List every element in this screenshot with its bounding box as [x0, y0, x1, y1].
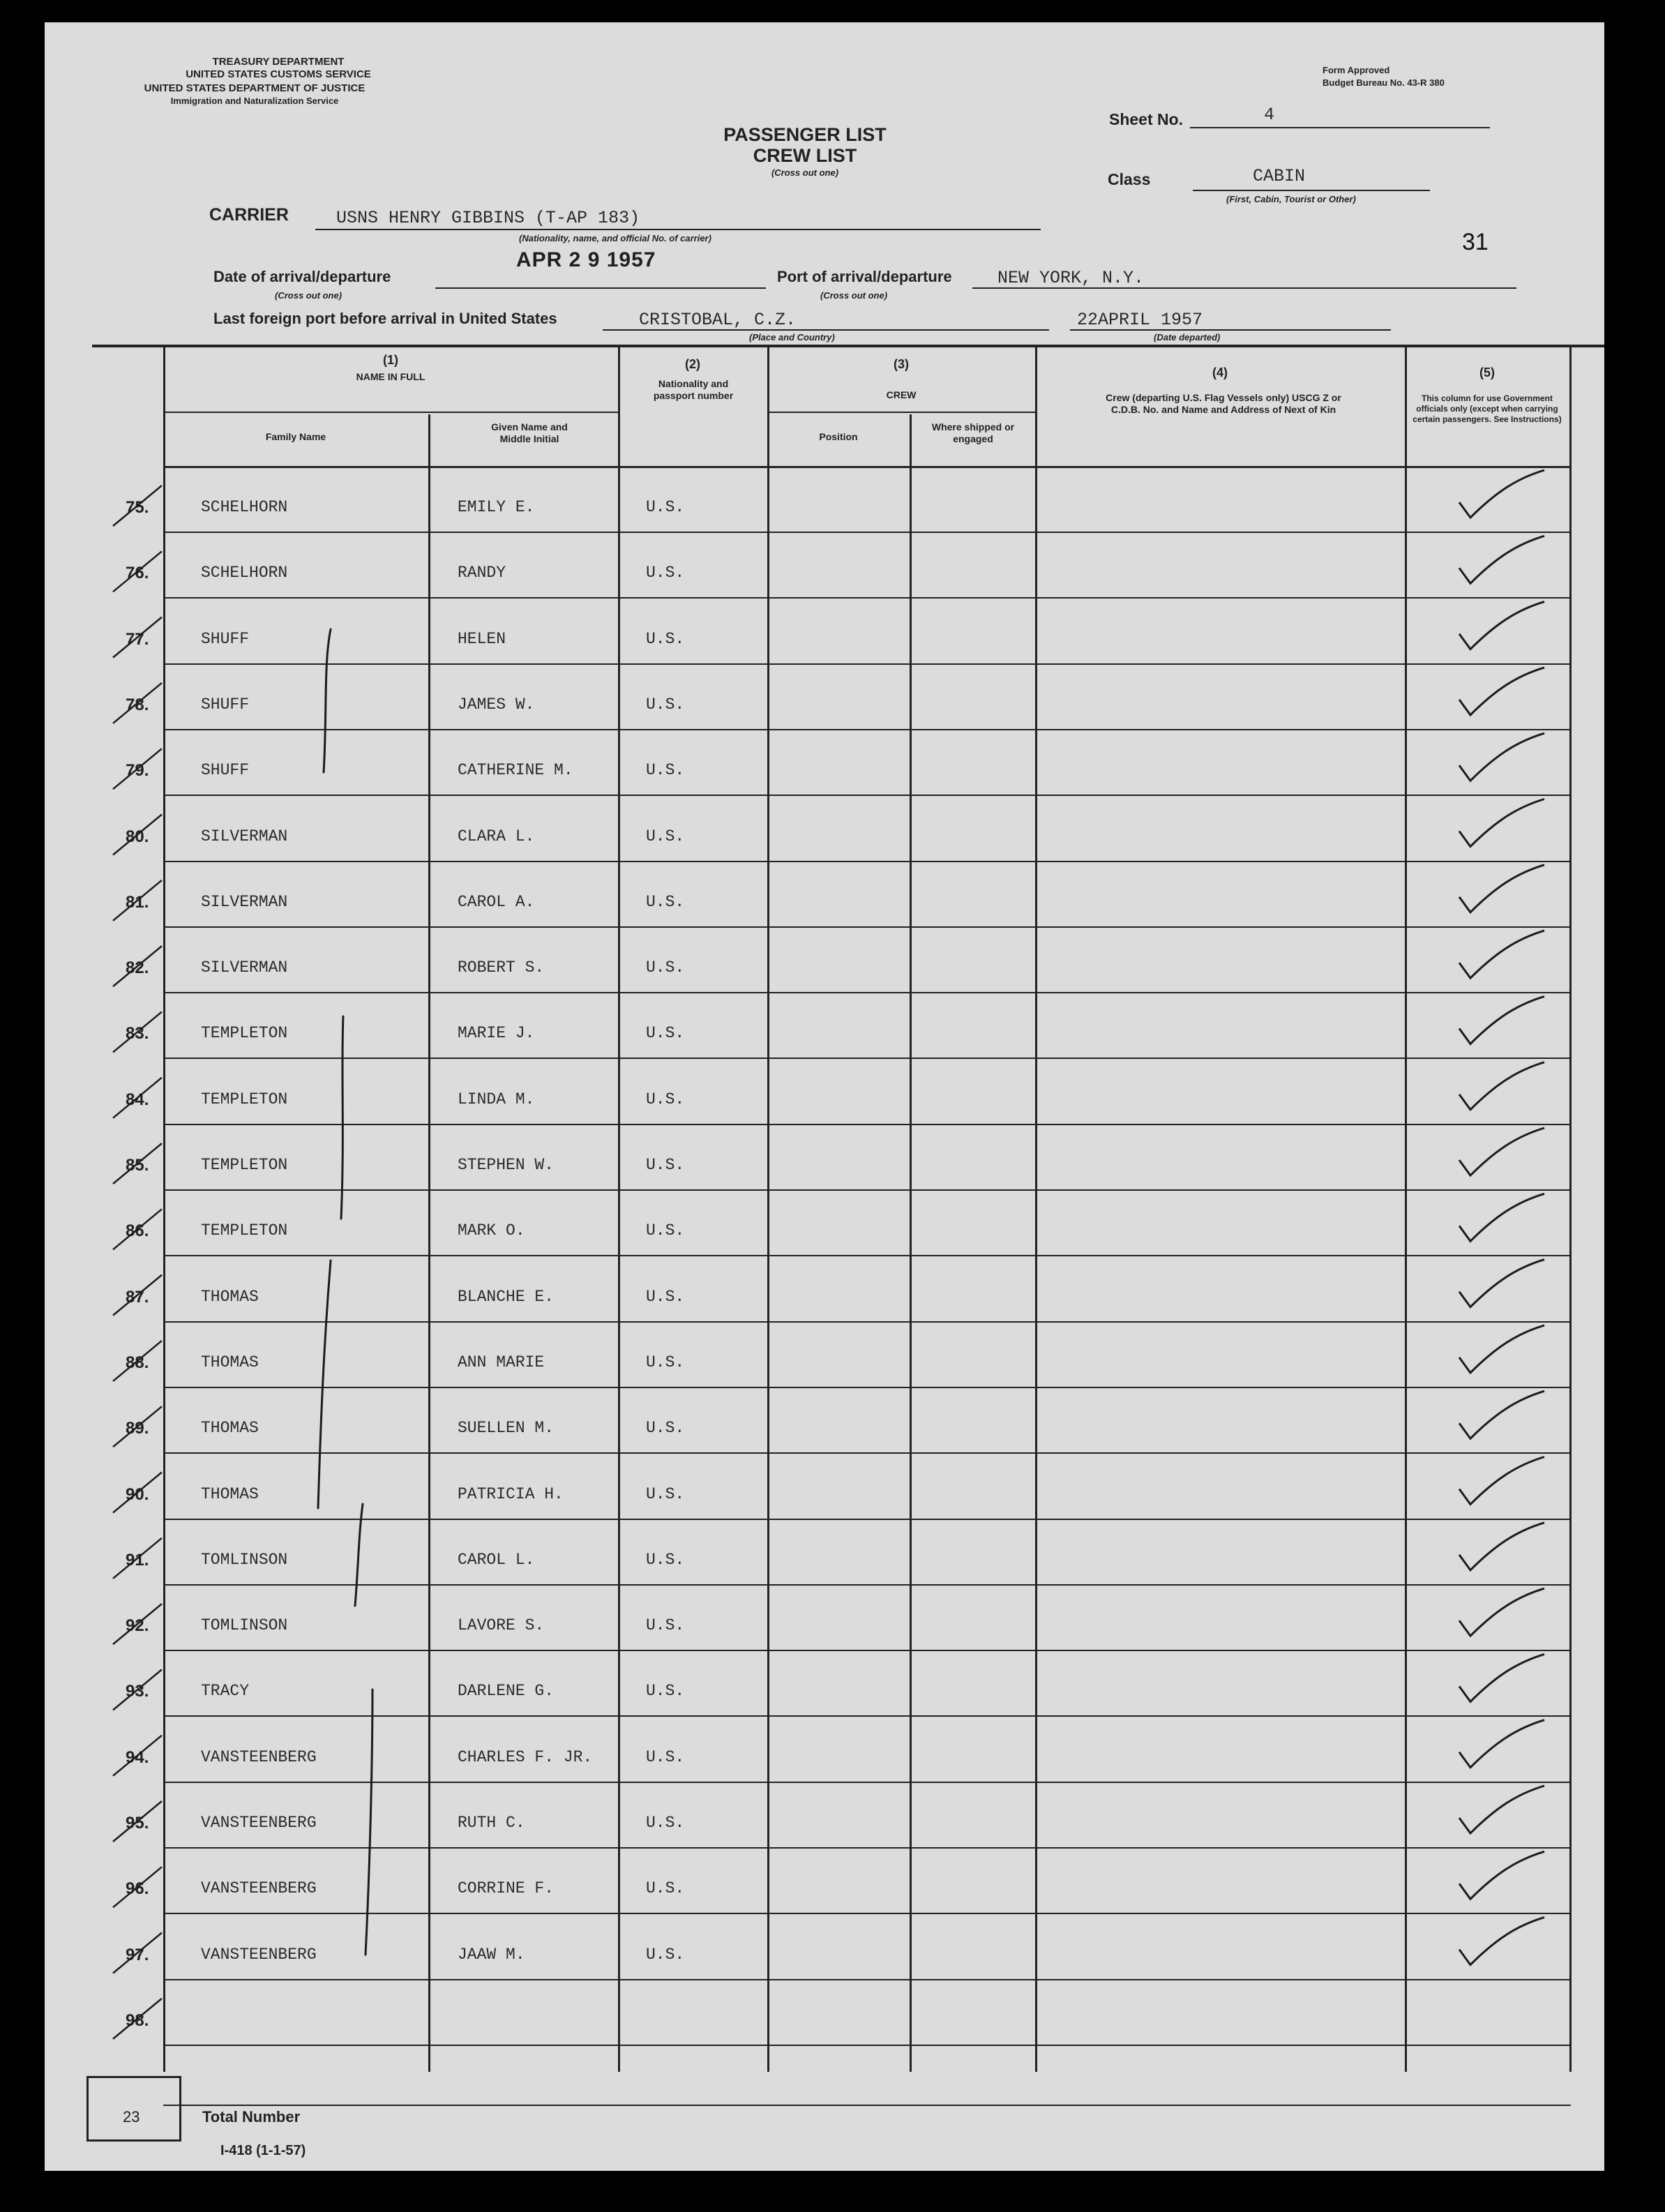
- lastport-value: CRISTOBAL, C.Z.: [639, 310, 797, 330]
- check-mark: [1459, 799, 1544, 847]
- row-number: 87.: [126, 1288, 149, 1307]
- given-name-cell: STEPHEN W.: [458, 1156, 555, 1174]
- given-name-cell: ANN MARIE: [458, 1353, 545, 1371]
- nationality-cell: U.S.: [646, 893, 685, 911]
- col5-title: This column for use Government officials only (except when carrying certain passengers. See Instructions): [1412, 393, 1562, 424]
- title-crew-list: CREW LIST: [753, 145, 857, 166]
- date-stamp: APR 2 9 1957: [516, 248, 656, 271]
- check-mark: [1459, 1457, 1544, 1505]
- row-slash-mark: [113, 1736, 162, 1776]
- port-label: Port of arrival/departure: [777, 268, 952, 285]
- check-mark: [1459, 1588, 1544, 1636]
- row-slash-mark: [113, 1275, 162, 1316]
- title-passenger-list: PASSENGER LIST: [723, 124, 887, 145]
- family-name-cell: THOMAS: [201, 1419, 259, 1437]
- row-slash-mark: [113, 946, 162, 986]
- sheet-label: Sheet No.: [1109, 110, 1184, 128]
- nationality-cell: U.S.: [646, 1353, 685, 1371]
- check-mark: [1459, 1128, 1544, 1175]
- departed-note: (Date departed): [1154, 332, 1221, 343]
- check-mark: [1459, 470, 1544, 518]
- form-id: I-418 (1-1-57): [220, 2143, 306, 2158]
- row-number: 95.: [126, 1814, 149, 1833]
- check-mark: [1459, 1194, 1544, 1241]
- row-number: 92.: [126, 1616, 149, 1635]
- family-name-cell: THOMAS: [201, 1485, 259, 1503]
- given-name-cell: CAROL L.: [458, 1551, 535, 1569]
- family-name-cell: SILVERMAN: [201, 958, 288, 977]
- form-approved-line: Budget Bureau No. 43-R 380: [1323, 77, 1445, 88]
- check-mark: [1459, 602, 1544, 649]
- nationality-cell: U.S.: [646, 761, 685, 779]
- given-name-cell: LINDA M.: [458, 1090, 535, 1108]
- carrier-note: (Nationality, name, and official No. of carrier): [519, 233, 711, 243]
- nationality-cell: U.S.: [646, 630, 685, 648]
- row-slash-mark: [113, 1538, 162, 1579]
- given-name-cell: EMILY E.: [458, 498, 535, 516]
- row-slash-mark: [113, 1669, 162, 1710]
- family-name-cell: TEMPLETON: [201, 1090, 288, 1108]
- row-slash-mark: [113, 486, 162, 526]
- row-slash-mark: [113, 1867, 162, 1907]
- family-name-cell: TEMPLETON: [201, 1156, 288, 1174]
- family-name-cell: SCHELHORN: [201, 564, 288, 582]
- class-value: CABIN: [1253, 166, 1306, 186]
- nationality-cell: U.S.: [646, 1551, 685, 1569]
- nationality-cell: U.S.: [646, 1485, 685, 1503]
- col-given-name: Given Name and Middle Initial: [491, 421, 568, 444]
- row-slash-mark: [113, 1604, 162, 1644]
- col2-title: Nationality and passport number: [653, 378, 734, 401]
- family-name-cell: VANSTEENBERG: [201, 1814, 317, 1832]
- date-note: (Cross out one): [275, 290, 342, 301]
- row-number: 93.: [126, 1682, 149, 1701]
- row-number: 89.: [126, 1419, 149, 1438]
- given-name-cell: CAROL A.: [458, 893, 535, 911]
- row-number: 75.: [126, 498, 149, 517]
- given-name-cell: PATRICIA H.: [458, 1485, 564, 1503]
- row-number: 97.: [126, 1946, 149, 1964]
- row-number: 90.: [126, 1485, 149, 1504]
- nationality-cell: U.S.: [646, 1221, 685, 1240]
- row-slash-mark: [113, 1406, 162, 1447]
- col5-header: (5): [1479, 366, 1495, 379]
- nationality-cell: U.S.: [646, 695, 685, 714]
- col2-header: (2): [685, 357, 700, 371]
- document-page: [45, 22, 1604, 2171]
- check-mark: [1459, 1260, 1544, 1307]
- row-number: 88.: [126, 1353, 149, 1372]
- col-family-name: Family Name: [265, 431, 326, 442]
- class-label: Class: [1108, 170, 1151, 188]
- agency-line: UNITED STATES DEPARTMENT OF JUSTICE: [144, 82, 366, 94]
- col-where-shipped: Where shipped or engaged: [931, 421, 1015, 444]
- row-slash-mark: [113, 551, 162, 592]
- given-name-cell: RANDY: [458, 564, 506, 582]
- lastport-label: Last foreign port before arrival in United States: [213, 310, 557, 327]
- family-name-cell: VANSTEENBERG: [201, 1879, 317, 1897]
- family-name-cell: TEMPLETON: [201, 1024, 288, 1042]
- row-number: 86.: [126, 1221, 149, 1240]
- check-mark: [1459, 1918, 1544, 1965]
- family-name-cell: VANSTEENBERG: [201, 1946, 317, 1964]
- check-mark: [1459, 1391, 1544, 1438]
- given-name-cell: CLARA L.: [458, 827, 535, 845]
- check-mark: [1459, 733, 1544, 781]
- given-name-cell: CATHERINE M.: [458, 761, 573, 779]
- given-name-cell: JAMES W.: [458, 695, 535, 714]
- port-value: NEW YORK, N.Y.: [997, 268, 1145, 288]
- family-name-cell: TOMLINSON: [201, 1616, 288, 1634]
- check-mark: [1459, 931, 1544, 978]
- given-name-cell: CORRINE F.: [458, 1879, 555, 1897]
- family-name-cell: VANSTEENBERG: [201, 1748, 317, 1766]
- row-number: 85.: [126, 1156, 149, 1175]
- carrier-label: CARRIER: [209, 205, 289, 225]
- nationality-cell: U.S.: [646, 564, 685, 582]
- row-number: 81.: [126, 893, 149, 912]
- family-name-cell: SCHELHORN: [201, 498, 288, 516]
- row-number: 80.: [126, 827, 149, 846]
- family-name-cell: SILVERMAN: [201, 893, 288, 911]
- given-name-cell: JAAW M.: [458, 1946, 525, 1964]
- date-label: Date of arrival/departure: [213, 268, 391, 285]
- check-mark: [1459, 668, 1544, 715]
- given-name-cell: DARLENE G.: [458, 1682, 555, 1700]
- nationality-cell: U.S.: [646, 827, 685, 845]
- given-name-cell: RUTH C.: [458, 1814, 525, 1832]
- page-number: 31: [1462, 229, 1489, 255]
- given-name-cell: SUELLEN M.: [458, 1419, 555, 1437]
- sheet-value: 4: [1264, 105, 1275, 125]
- form-approved-line: Form Approved: [1323, 65, 1390, 75]
- row-number: 84.: [126, 1090, 149, 1109]
- row-number: 79.: [126, 761, 149, 780]
- col3-header: (3): [894, 357, 909, 371]
- row-number: 78.: [126, 695, 149, 714]
- nationality-cell: U.S.: [646, 1814, 685, 1832]
- family-name-cell: SHUFF: [201, 695, 250, 714]
- row-number: 98.: [126, 2011, 149, 2030]
- nationality-cell: U.S.: [646, 1156, 685, 1174]
- row-slash-mark: [113, 1143, 162, 1184]
- row-slash-mark: [113, 1933, 162, 1973]
- row-number: 83.: [126, 1024, 149, 1043]
- nationality-cell: U.S.: [646, 1288, 685, 1306]
- total-label: Total Number: [202, 2108, 301, 2126]
- port-note: (Cross out one): [820, 290, 888, 301]
- row-slash-mark: [113, 1209, 162, 1249]
- col4-title: Crew (departing U.S. Flag Vessels only) USCG Z or C.D.B. No. and Name and Address of Next of Kin: [1106, 392, 1341, 415]
- family-name-cell: TEMPLETON: [201, 1221, 288, 1240]
- check-mark: [1459, 1851, 1544, 1899]
- check-mark: [1459, 865, 1544, 912]
- agency-line: Immigration and Naturalization Service: [170, 96, 339, 106]
- check-mark: [1459, 1720, 1544, 1768]
- agency-line: TREASURY DEPARTMENT: [212, 56, 345, 68]
- nationality-cell: U.S.: [646, 1946, 685, 1964]
- row-slash-mark: [113, 683, 162, 723]
- col1-header: (1): [383, 353, 398, 367]
- check-mark: [1459, 1654, 1544, 1701]
- nationality-cell: U.S.: [646, 1024, 685, 1042]
- col4-header: (4): [1212, 366, 1228, 379]
- nationality-cell: U.S.: [646, 1682, 685, 1700]
- family-name-cell: TOMLINSON: [201, 1551, 288, 1569]
- total-count: 23: [123, 2108, 140, 2126]
- check-mark: [1459, 1523, 1544, 1570]
- row-slash-mark: [113, 1011, 162, 1052]
- row-slash-mark: [113, 748, 162, 789]
- nationality-cell: U.S.: [646, 958, 685, 977]
- row-number: 91.: [126, 1551, 149, 1570]
- departed-value: 22APRIL 1957: [1077, 310, 1203, 330]
- lastport-note: (Place and Country): [749, 332, 835, 343]
- given-name-cell: CHARLES F. JR.: [458, 1748, 593, 1766]
- nationality-cell: U.S.: [646, 1616, 685, 1634]
- carrier-value: USNS HENRY GIBBINS (T-AP 183): [336, 208, 640, 228]
- nationality-cell: U.S.: [646, 1879, 685, 1897]
- nationality-cell: U.S.: [646, 1090, 685, 1108]
- col-position: Position: [819, 431, 858, 442]
- row-number: 82.: [126, 958, 149, 977]
- given-name-cell: HELEN: [458, 630, 506, 648]
- given-name-cell: LAVORE S.: [458, 1616, 545, 1634]
- family-name-cell: SILVERMAN: [201, 827, 288, 845]
- row-number: 77.: [126, 630, 149, 649]
- row-number: 94.: [126, 1748, 149, 1767]
- col1-title: NAME IN FULL: [356, 371, 425, 382]
- nationality-cell: U.S.: [646, 1419, 685, 1437]
- row-number: 96.: [126, 1879, 149, 1898]
- nationality-cell: U.S.: [646, 498, 685, 516]
- title-note: (Cross out one): [771, 167, 839, 178]
- given-name-cell: BLANCHE E.: [458, 1288, 555, 1306]
- check-mark: [1459, 1786, 1544, 1833]
- class-note: (First, Cabin, Tourist or Other): [1226, 194, 1356, 204]
- agency-line: UNITED STATES CUSTOMS SERVICE: [186, 68, 371, 80]
- family-name-cell: TRACY: [201, 1682, 250, 1700]
- row-slash-mark: [113, 1999, 162, 2039]
- family-name-cell: SHUFF: [201, 761, 250, 779]
- nationality-cell: U.S.: [646, 1748, 685, 1766]
- row-slash-mark: [113, 1473, 162, 1513]
- given-name-cell: MARK O.: [458, 1221, 525, 1240]
- col3-title: CREW: [886, 389, 917, 400]
- row-slash-mark: [113, 815, 162, 855]
- check-mark: [1459, 1325, 1544, 1373]
- family-name-cell: THOMAS: [201, 1353, 259, 1371]
- row-slash-mark: [113, 1801, 162, 1842]
- given-name-cell: MARIE J.: [458, 1024, 535, 1042]
- row-slash-mark: [113, 617, 162, 658]
- check-mark: [1459, 996, 1544, 1044]
- check-mark: [1459, 536, 1544, 583]
- family-name-cell: SHUFF: [201, 630, 250, 648]
- row-slash-mark: [113, 1341, 162, 1381]
- row-number: 76.: [126, 564, 149, 582]
- check-marks: [45, 22, 1604, 2171]
- check-mark: [1459, 1062, 1544, 1110]
- row-slash-mark: [113, 1078, 162, 1118]
- row-slash-mark: [113, 880, 162, 921]
- given-name-cell: ROBERT S.: [458, 958, 545, 977]
- family-name-cell: THOMAS: [201, 1288, 259, 1306]
